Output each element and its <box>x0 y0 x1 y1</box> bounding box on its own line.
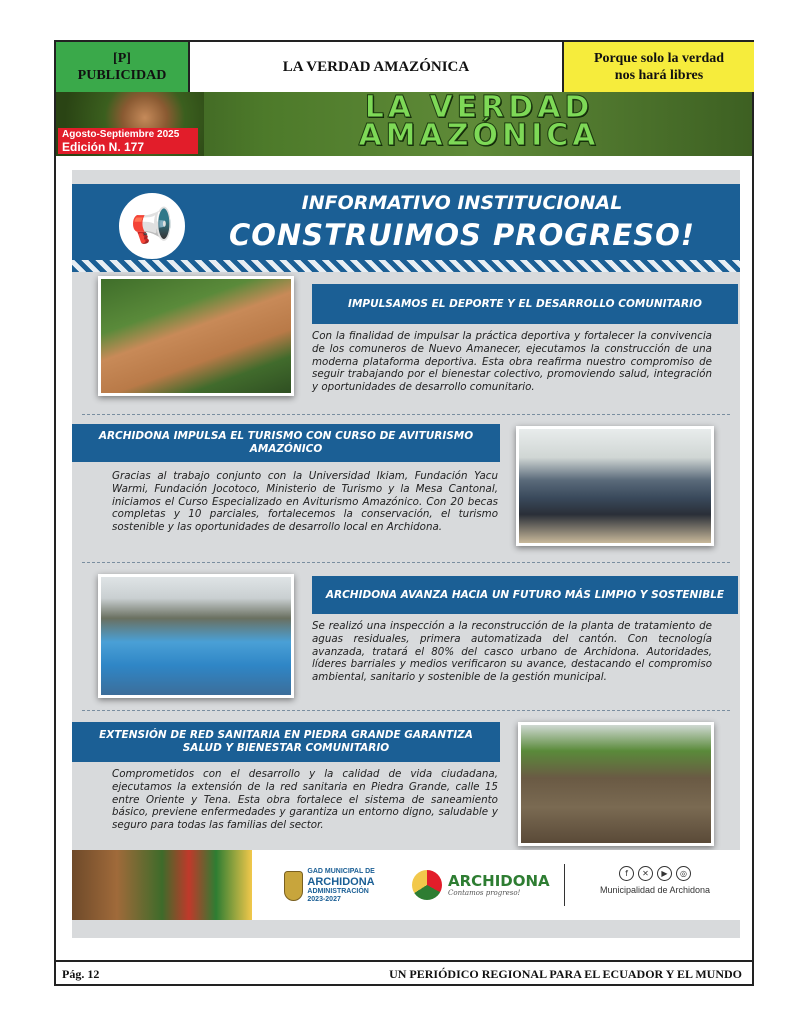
section-1-title: IMPULSAMOS EL DEPORTE Y EL DESARROLLO COMUNITARIO <box>312 284 738 324</box>
coat-of-arms-icon <box>284 871 303 901</box>
divider <box>82 710 730 711</box>
youtube-icon: ▶ <box>657 866 672 881</box>
banner-title-1: INFORMATIVO INSTITUCIONAL <box>301 192 623 214</box>
section-4-title: EXTENSIÓN DE RED SANITARIA EN PIEDRA GRANDE GARANTIZA SALUD Y BIENESTAR COMUNITARIO <box>72 722 500 762</box>
masthead <box>56 92 752 156</box>
newspaper-page <box>54 40 754 986</box>
gad-logo-text <box>307 868 384 904</box>
section-4-body: Comprometidos con el desarrollo y la calidad de vida ciudadana, ejecutamos la extensión de la red sanitaria en Piedra Grande, calle 15 entre Oriente y Tena. Esta obra fortalece el sistema de saneamiento básico, previene enfermedades y garantiza un entorno digno, saludable y seguro para todas las familias del sector. <box>112 768 498 832</box>
section-code: [P] <box>113 51 131 66</box>
ad-banner <box>72 184 740 260</box>
edition-tag <box>58 128 198 154</box>
tourism-course-group-photo <box>516 426 714 546</box>
gad-logo <box>284 864 384 908</box>
gad-line-1: GAD MUNICIPAL DE <box>307 868 375 875</box>
archidona-brand-text <box>448 873 550 897</box>
section-3-title: ARCHIDONA AVANZA HACIA UN FUTURO MÁS LIMPIO Y SOSTENIBLE <box>312 576 738 614</box>
advertisement <box>72 170 740 938</box>
gad-line-2: ARCHIDONA <box>307 876 375 888</box>
newspaper-name: LA VERDAD AMAZÓNICA <box>282 58 470 75</box>
masthead-title-line-2: AMAZÓNICA <box>358 118 600 153</box>
social-icons <box>580 866 730 881</box>
x-icon: ✕ <box>638 866 653 881</box>
section-name: PUBLICIDAD <box>77 68 167 83</box>
sports-platform-photo <box>98 276 294 396</box>
brand-tagline: Contamos progreso! <box>448 889 521 897</box>
masthead-title <box>206 94 752 154</box>
archidona-emblem-icon <box>412 870 442 900</box>
section-2-body: Gracias al trabajo conjunto con la Universidad Ikiam, Fundación Yacu Warmi, Fundación Jocotoco, Ministerio de Turismo y la Mesa Cantonal, iniciamos el Curso Especializado en Aviturismo Amazónico. Con 20 becas completas y 10 parciales, fortalecemos la conservación, el turismo sostenible y las oportunidades de desarrollo local en Archidona. <box>112 470 498 534</box>
divider <box>82 562 730 563</box>
megaphone-icon: 📢 <box>116 190 188 262</box>
banner-title-2: CONSTRUIMOS PROGRESO! <box>229 218 695 252</box>
sewer-network-works-photo <box>518 722 714 846</box>
instagram-icon: ◎ <box>676 866 691 881</box>
social-handle: Municipalidad de Archidona <box>599 885 711 895</box>
masthead-title-line-1: LA VERDAD <box>364 92 594 125</box>
page-header <box>56 42 752 94</box>
motto-line-1: Porque solo la verdad <box>593 51 725 66</box>
section-2-title: ARCHIDONA IMPULSA EL TURISMO CON CURSO DE AVITURISMO AMAZÓNICO <box>72 424 500 462</box>
social-block <box>580 866 730 906</box>
section-3-body: Se realizó una inspección a la reconstrucción de la planta de tratamiento de aguas residuales, primera automatizada del cantón. Con tecnología avanzada, tratará el 80% del casco urbano de Archidona. Autoridades, líderes barriales y medios verificaron su avance, destacando el compromiso ambiental, sanitario y sostenible de la gestión municipal. <box>312 620 712 684</box>
section-1-body: Con la finalidad de impulsar la práctica deportiva y fortalecer la convivencia de los comuneros de Nuevo Amanecer, ejecutamos la construcción de una moderna plataforma deportiva. Esta obra reafirma nuestro compromiso de seguir trabajando por el bienestar colectivo, promoviendo salud, integración y oportunidades de desarrollo comunitario. <box>312 330 712 394</box>
gad-line-3: ADMINISTRACIÓN 2023-2027 <box>307 888 369 903</box>
divider <box>82 414 730 415</box>
water-treatment-plant-photo <box>98 574 294 698</box>
banner-pattern <box>72 260 740 272</box>
motto-box <box>562 42 754 92</box>
footer-separator <box>564 864 565 906</box>
edition-date: Agosto-Septiembre 2025 <box>62 129 180 140</box>
page-number: Pág. 12 <box>62 967 100 981</box>
page-footer <box>56 960 752 988</box>
culture-photo-collage <box>72 850 252 920</box>
brand-name: ARCHIDONA <box>448 872 550 890</box>
footer-slogan: UN PERIÓDICO REGIONAL PARA EL ECUADOR Y EL MUNDO <box>389 967 742 981</box>
edition-number: Edición N. 177 <box>62 140 145 154</box>
ad-footer <box>72 850 740 920</box>
motto-line-2: nos hará libres <box>614 68 704 83</box>
archidona-brand-logo <box>412 862 562 908</box>
section-label-box <box>56 42 190 92</box>
facebook-icon: f <box>619 866 634 881</box>
